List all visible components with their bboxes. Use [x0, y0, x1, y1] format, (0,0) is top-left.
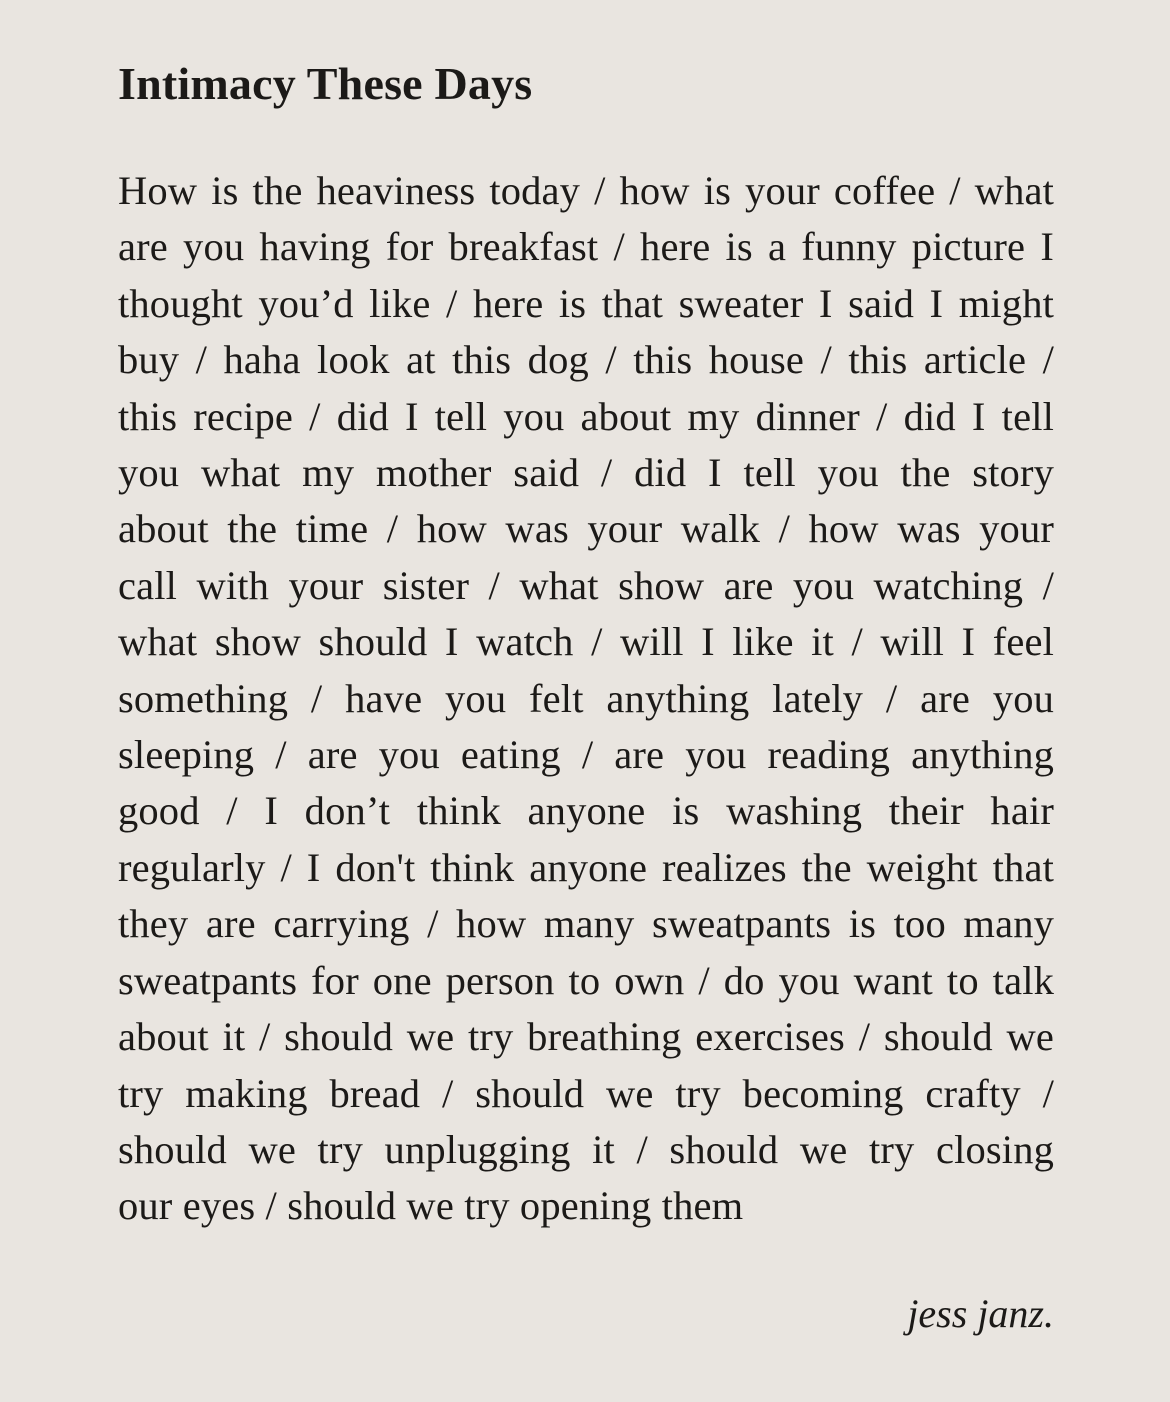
poem-line: sleeping / are you eating / are you reading anything — [118, 732, 1054, 778]
poem-line: should we try unplugging it / should we try closing — [118, 1126, 1054, 1172]
poem-line: you what my mother said / did I tell you the story — [118, 450, 1054, 496]
poem-line: good / I don’t think anyone is washing their hair — [118, 788, 1054, 834]
poem-line: call with your sister / what show are you watching / — [118, 562, 1054, 608]
poem-line: they are carrying / how many sweatpants is too many — [118, 901, 1054, 947]
poem-line: what show should I watch / will I like it / will I feel — [118, 619, 1054, 665]
poem-line: sweatpants for one person to own / do you want to talk — [118, 957, 1054, 1003]
poem-line: something / have you felt anything lately / are you — [118, 675, 1054, 721]
poem-line: thought you’d like / here is that sweater I said I might — [118, 280, 1054, 326]
poem-body — [118, 163, 1054, 1235]
poem-line: try making bread / should we try becoming crafty / — [118, 1070, 1054, 1116]
poem-line: about it / should we try breathing exercises / should we — [118, 1014, 1054, 1060]
poem-line: How is the heaviness today / how is your coffee / what — [118, 168, 1054, 213]
poem-line: are you having for breakfast / here is a funny picture I — [118, 224, 1054, 270]
poem-line: about the time / how was your walk / how was your — [118, 506, 1054, 552]
poem-title: Intimacy These Days — [118, 58, 533, 109]
poem-line: buy / haha look at this dog / this house / this article / — [118, 337, 1054, 383]
poem-line: our eyes / should we try opening them — [118, 1183, 744, 1229]
poem-line: this recipe / did I tell you about my dinner / did I tell — [118, 393, 1054, 439]
poem-line: regularly / I don't think anyone realizes the weight that — [118, 844, 1054, 890]
author-signature: jess janz. — [907, 1291, 1054, 1336]
